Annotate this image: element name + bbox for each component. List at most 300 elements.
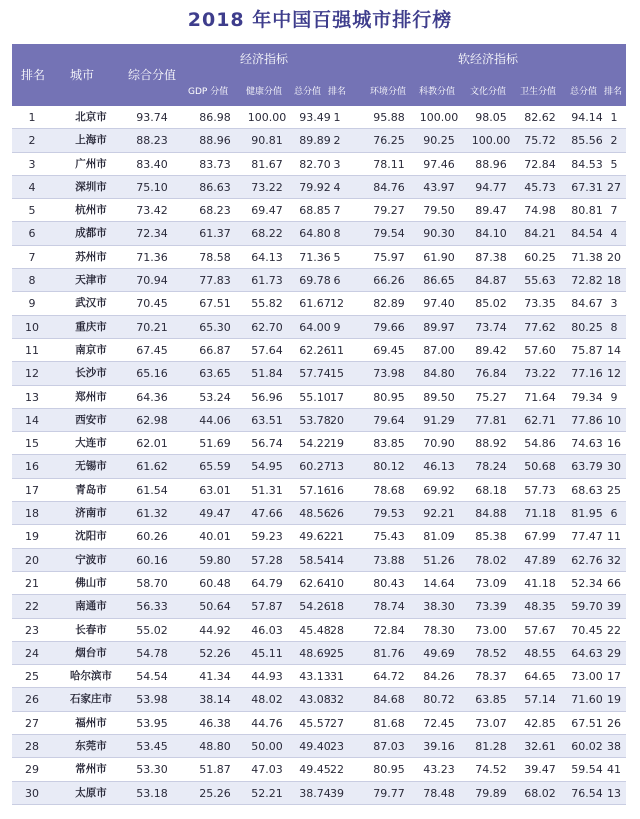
table-row [12, 502, 626, 525]
cell-soft-rank: 29 [607, 646, 621, 660]
cell-rank: 7 [28, 250, 36, 264]
cell-city: 西安市 [75, 413, 107, 426]
cell-soft-rank: 11 [607, 530, 621, 544]
cell-edu: 78.48 [423, 786, 455, 800]
cell-city: 广州市 [75, 157, 107, 170]
cell-soft-rank: 25 [607, 483, 621, 497]
cell-soft-rank: 9 [610, 390, 618, 404]
cell-soft-rank: 26 [607, 716, 621, 730]
cell-env: 95.88 [373, 111, 405, 124]
cell-hygiene: 67.99 [524, 530, 556, 544]
cell-econ-rank: 1 [333, 111, 341, 124]
cell-edu: 87.00 [423, 343, 455, 357]
cell-health: 64.79 [251, 576, 283, 590]
table-row [12, 153, 626, 176]
cell-soft-rank: 1 [610, 111, 618, 124]
cell-total: 60.16 [136, 553, 168, 567]
cell-health: 61.73 [251, 274, 283, 288]
cell-econ-total: 57.16 [299, 483, 331, 497]
cell-culture: 77.81 [475, 413, 507, 427]
cell-total: 55.02 [136, 623, 168, 637]
cell-env: 69.45 [373, 343, 405, 357]
cell-soft-rank: 2 [610, 134, 618, 148]
cell-total: 54.78 [136, 646, 168, 660]
cell-soft-rank: 22 [607, 623, 621, 637]
cell-soft-rank: 20 [607, 250, 621, 264]
cell-soft-total: 70.45 [571, 623, 603, 637]
cell-health: 57.64 [251, 343, 283, 357]
cell-env: 75.43 [373, 530, 405, 544]
cell-env: 73.88 [373, 553, 405, 567]
cell-gdp: 59.80 [199, 553, 231, 567]
cell-hygiene: 75.72 [524, 134, 556, 148]
cell-total: 72.34 [136, 227, 168, 241]
cell-health: 57.87 [251, 600, 283, 614]
cell-env: 78.11 [373, 157, 405, 171]
cell-econ-total: 71.36 [299, 250, 331, 264]
cell-env: 78.68 [373, 483, 405, 497]
cell-total: 75.10 [136, 180, 168, 194]
cell-econ-total: 54.22 [299, 437, 331, 451]
cell-edu: 100.00 [419, 111, 459, 124]
cell-env: 82.89 [373, 297, 405, 311]
cell-soft-total: 84.54 [571, 227, 603, 241]
cell-total: 54.54 [136, 670, 168, 684]
cell-health: 81.67 [251, 157, 283, 171]
cell-env: 66.26 [373, 274, 405, 288]
cell-econ-total: 43.08 [299, 693, 331, 707]
cell-health: 68.22 [251, 227, 283, 241]
cell-edu: 61.90 [423, 250, 455, 264]
cell-health: 46.03 [251, 623, 283, 637]
cell-econ-rank: 39 [330, 786, 344, 800]
cell-city: 哈尔滨市 [70, 670, 112, 683]
cell-gdp: 63.65 [199, 367, 231, 381]
cell-hygiene: 71.18 [524, 507, 556, 521]
cell-gdp: 51.69 [199, 437, 231, 451]
cell-rank: 6 [28, 227, 36, 241]
cell-soft-total: 64.63 [571, 646, 603, 660]
cell-hygiene: 77.62 [524, 320, 556, 334]
cell-hygiene: 48.55 [524, 646, 556, 660]
cell-gdp: 83.73 [199, 157, 231, 171]
table-row [12, 409, 626, 432]
cell-gdp: 65.59 [199, 460, 231, 474]
cell-edu: 84.80 [423, 367, 455, 381]
cell-soft-total: 68.63 [571, 483, 603, 497]
cell-edu: 86.65 [423, 274, 455, 288]
cell-soft-total: 77.86 [571, 413, 603, 427]
cell-total: 61.62 [136, 460, 168, 474]
cell-rank: 23 [25, 623, 39, 637]
cell-econ-total: 49.45 [299, 763, 331, 777]
cell-health: 55.82 [251, 297, 283, 311]
cell-econ-rank: 16 [330, 483, 344, 497]
table-row [12, 292, 626, 315]
cell-edu: 49.69 [423, 646, 455, 660]
cell-culture: 73.39 [475, 600, 507, 614]
cell-health: 64.13 [251, 250, 283, 264]
cell-soft-total: 75.87 [571, 343, 603, 357]
cell-soft-rank: 4 [610, 227, 618, 241]
cell-econ-total: 54.26 [299, 600, 331, 614]
cell-econ-total: 58.54 [299, 553, 331, 567]
cell-rank: 16 [25, 460, 39, 474]
cell-econ-rank: 11 [330, 343, 344, 357]
cell-econ-rank: 21 [330, 530, 344, 544]
cell-econ-total: 93.49 [299, 111, 331, 124]
cell-hygiene: 50.68 [524, 460, 556, 474]
cell-rank: 9 [28, 297, 36, 311]
cell-econ-total: 69.78 [299, 274, 331, 288]
cell-soft-rank: 18 [607, 274, 621, 288]
cell-rank: 28 [25, 740, 39, 754]
cell-soft-rank: 13 [607, 786, 621, 800]
cell-gdp: 60.48 [199, 576, 231, 590]
header-econ-rank: 排名 [328, 87, 347, 97]
cell-soft-total: 73.00 [571, 670, 603, 684]
cell-city: 南京市 [75, 343, 107, 356]
cell-soft-rank: 16 [607, 437, 621, 451]
cell-soft-rank: 3 [610, 297, 618, 311]
table-row [12, 665, 626, 688]
cell-edu: 51.26 [423, 553, 455, 567]
cell-econ-rank: 22 [330, 763, 344, 777]
cell-soft-total: 85.56 [571, 134, 603, 148]
header-soft-group: 软经济指标 [458, 52, 519, 66]
cell-health: 48.02 [251, 693, 283, 707]
cell-city: 长沙市 [75, 367, 107, 380]
cell-soft-rank: 19 [607, 693, 621, 707]
table-row [12, 549, 626, 572]
cell-health: 44.93 [251, 670, 283, 684]
cell-rank: 30 [25, 786, 39, 800]
cell-econ-total: 82.70 [299, 157, 331, 171]
header-soft-total: 总分值 [570, 87, 598, 97]
cell-city: 石家庄市 [70, 693, 112, 706]
cell-rank: 1 [28, 111, 36, 124]
cell-hygiene: 39.47 [524, 763, 556, 777]
cell-gdp: 67.51 [199, 297, 231, 311]
cell-hygiene: 68.02 [524, 786, 556, 800]
cell-hygiene: 55.63 [524, 274, 556, 288]
cell-env: 64.72 [373, 670, 405, 684]
cell-hygiene: 71.64 [524, 390, 556, 404]
cell-hygiene: 60.25 [524, 250, 556, 264]
table-row [12, 386, 626, 409]
cell-gdp: 44.06 [199, 413, 231, 427]
cell-soft-rank: 30 [607, 460, 621, 474]
cell-culture: 63.85 [475, 693, 507, 707]
cell-health: 47.03 [251, 763, 283, 777]
cell-gdp: 49.47 [199, 507, 231, 521]
cell-edu: 92.21 [423, 507, 455, 521]
cell-rank: 2 [28, 134, 36, 148]
cell-health: 51.84 [251, 367, 283, 381]
cell-hygiene: 42.85 [524, 716, 556, 730]
cell-total: 71.36 [136, 250, 168, 264]
cell-econ-total: 62.26 [299, 343, 331, 357]
cell-soft-total: 71.38 [571, 250, 603, 264]
cell-edu: 14.64 [423, 576, 455, 590]
cell-rank: 20 [25, 553, 39, 567]
header-env: 环境分值 [370, 87, 407, 97]
table-row [12, 129, 626, 152]
cell-rank: 19 [25, 530, 39, 544]
cell-total: 64.36 [136, 390, 168, 404]
cell-econ-total: 61.67 [299, 297, 331, 311]
cell-econ-rank: 23 [330, 740, 344, 754]
header-rank: 排名 [21, 68, 46, 82]
cell-rank: 21 [25, 576, 39, 590]
cell-edu: 84.26 [423, 670, 455, 684]
cell-soft-rank: 39 [607, 600, 621, 614]
cell-edu: 90.25 [423, 134, 455, 148]
cell-city: 大连市 [75, 437, 107, 450]
cell-city: 常州市 [75, 763, 107, 776]
table-row [12, 339, 626, 362]
cell-econ-total: 89.89 [299, 134, 331, 148]
cell-rank: 17 [25, 483, 39, 497]
cell-rank: 25 [25, 670, 39, 684]
cell-hygiene: 57.73 [524, 483, 556, 497]
cell-culture: 94.77 [475, 180, 507, 194]
cell-econ-rank: 25 [330, 646, 344, 660]
cell-health: 56.74 [251, 437, 283, 451]
cell-total: 53.18 [136, 786, 168, 800]
header-econ-group: 经济指标 [240, 52, 289, 66]
table-row [12, 106, 626, 129]
cell-env: 80.43 [373, 576, 405, 590]
cell-edu: 81.09 [423, 530, 455, 544]
cell-econ-rank: 17 [330, 390, 344, 404]
cell-rank: 10 [25, 320, 39, 334]
table-row [12, 479, 626, 502]
cell-health: 54.95 [251, 460, 283, 474]
cell-rank: 12 [25, 367, 39, 381]
table-row [12, 758, 626, 781]
cell-econ-total: 53.78 [299, 413, 331, 427]
cell-city: 上海市 [75, 134, 107, 147]
cell-hygiene: 73.35 [524, 297, 556, 311]
cell-soft-total: 60.02 [571, 740, 603, 754]
cell-total: 53.45 [136, 740, 168, 754]
cell-total: 65.16 [136, 367, 168, 381]
cell-soft-rank: 14 [607, 343, 621, 357]
cell-soft-total: 81.95 [571, 507, 603, 521]
cell-total: 61.32 [136, 507, 168, 521]
cell-soft-total: 76.54 [571, 786, 603, 800]
cell-health: 45.11 [251, 646, 283, 660]
cell-econ-total: 57.74 [299, 367, 331, 381]
header-hygiene: 卫生分值 [520, 87, 557, 97]
cell-econ-total: 45.48 [299, 623, 331, 637]
table-row [12, 432, 626, 455]
cell-hygiene: 72.84 [524, 157, 556, 171]
cell-city: 长春市 [75, 623, 107, 636]
cell-city: 重庆市 [75, 320, 107, 333]
cell-gdp: 88.96 [199, 134, 231, 148]
cell-total: 73.42 [136, 204, 168, 218]
cell-rank: 26 [25, 693, 39, 707]
cell-health: 57.28 [251, 553, 283, 567]
cell-culture: 78.52 [475, 646, 507, 660]
cell-econ-total: 79.92 [299, 180, 331, 194]
cell-rank: 27 [25, 716, 39, 730]
cell-econ-rank: 2 [333, 134, 341, 148]
cell-hygiene: 73.22 [524, 367, 556, 381]
cell-soft-total: 59.54 [571, 763, 603, 777]
cell-culture: 73.09 [475, 576, 507, 590]
cell-health: 62.70 [251, 320, 283, 334]
cell-soft-total: 79.34 [571, 390, 603, 404]
cell-econ-total: 38.74 [299, 786, 331, 800]
cell-env: 78.74 [373, 600, 405, 614]
cell-edu: 69.92 [423, 483, 455, 497]
cell-city: 青岛市 [75, 483, 107, 496]
cell-soft-total: 67.51 [571, 716, 603, 730]
cell-econ-total: 45.57 [299, 716, 331, 730]
cell-health: 90.81 [251, 134, 283, 148]
header-culture: 文化分值 [470, 87, 507, 97]
cell-culture: 89.47 [475, 204, 507, 218]
cell-total: 53.95 [136, 716, 168, 730]
cell-gdp: 77.83 [199, 274, 231, 288]
cell-city: 深圳市 [75, 180, 107, 193]
cell-econ-rank: 19 [330, 437, 344, 451]
table-row [12, 712, 626, 735]
cell-total: 70.21 [136, 320, 168, 334]
cell-gdp: 41.34 [199, 670, 231, 684]
header-edu: 科教分值 [419, 87, 456, 97]
cell-gdp: 65.30 [199, 320, 231, 334]
cell-econ-total: 62.64 [299, 576, 331, 590]
cell-soft-total: 74.63 [571, 437, 603, 451]
cell-edu: 46.13 [423, 460, 455, 474]
cell-city: 东莞市 [75, 740, 107, 753]
table-row [12, 525, 626, 548]
cell-hygiene: 57.67 [524, 623, 556, 637]
cell-edu: 80.72 [423, 693, 455, 707]
cell-econ-rank: 26 [330, 507, 344, 521]
cell-soft-rank: 66 [607, 576, 621, 590]
cell-env: 79.54 [373, 227, 405, 241]
cell-econ-rank: 8 [333, 227, 341, 241]
cell-city: 济南市 [75, 507, 107, 520]
cell-econ-total: 48.56 [299, 507, 331, 521]
cell-culture: 84.87 [475, 274, 507, 288]
cell-gdp: 48.80 [199, 740, 231, 754]
cell-soft-total: 67.31 [571, 180, 603, 194]
cell-gdp: 46.38 [199, 716, 231, 730]
cell-hygiene: 48.35 [524, 600, 556, 614]
cell-env: 79.53 [373, 507, 405, 521]
cell-edu: 89.50 [423, 390, 455, 404]
cell-econ-total: 43.13 [299, 670, 331, 684]
cell-env: 72.84 [373, 623, 405, 637]
cell-soft-rank: 12 [607, 367, 621, 381]
cell-econ-rank: 7 [333, 204, 341, 218]
cell-total: 58.70 [136, 576, 168, 590]
cell-econ-rank: 3 [333, 157, 341, 171]
cell-soft-total: 80.81 [571, 204, 603, 218]
table-row [12, 362, 626, 385]
table-row [12, 176, 626, 199]
table-header [12, 44, 626, 106]
cell-gdp: 86.63 [199, 180, 231, 194]
cell-city: 北京市 [75, 111, 107, 123]
cell-hygiene: 74.98 [524, 204, 556, 218]
cell-health: 63.51 [251, 413, 283, 427]
cell-soft-total: 80.25 [571, 320, 603, 334]
cell-city: 成都市 [75, 227, 107, 240]
cell-env: 79.27 [373, 204, 405, 218]
cell-soft-rank: 27 [607, 180, 621, 194]
table-row [12, 619, 626, 642]
cell-culture: 79.89 [475, 786, 507, 800]
header-total: 综合分值 [128, 68, 177, 82]
cell-edu: 97.46 [423, 157, 455, 171]
cell-total: 60.26 [136, 530, 168, 544]
table-row [12, 222, 626, 245]
cell-rank: 3 [28, 157, 36, 171]
cell-culture: 85.02 [475, 297, 507, 311]
cell-env: 87.03 [373, 740, 405, 754]
cell-soft-total: 59.70 [571, 600, 603, 614]
cell-health: 52.21 [251, 786, 283, 800]
cell-econ-rank: 4 [333, 180, 341, 194]
cell-edu: 43.97 [423, 180, 455, 194]
cell-culture: 68.18 [475, 483, 507, 497]
cell-gdp: 40.01 [199, 530, 231, 544]
cell-city: 烟台市 [75, 646, 107, 659]
cell-total: 70.94 [136, 274, 168, 288]
cell-econ-total: 55.10 [299, 390, 331, 404]
cell-city: 无锡市 [75, 460, 107, 473]
table-row [12, 642, 626, 665]
cell-edu: 38.30 [423, 600, 455, 614]
cell-culture: 88.92 [475, 437, 507, 451]
cell-econ-total: 49.62 [299, 530, 331, 544]
cell-culture: 78.24 [475, 460, 507, 474]
cell-hygiene: 84.21 [524, 227, 556, 241]
cell-city: 佛山市 [75, 576, 107, 589]
cell-econ-rank: 9 [333, 320, 341, 334]
ranking-table [12, 44, 626, 805]
cell-econ-rank: 32 [330, 693, 344, 707]
cell-city: 天津市 [75, 274, 107, 287]
header-econ-total: 总分值 [294, 87, 322, 97]
cell-econ-total: 48.69 [299, 646, 331, 660]
cell-health: 44.76 [251, 716, 283, 730]
cell-soft-total: 52.34 [571, 576, 603, 590]
cell-econ-rank: 6 [333, 274, 341, 288]
cell-health: 47.66 [251, 507, 283, 521]
cell-culture: 85.38 [475, 530, 507, 544]
cell-econ-rank: 13 [330, 460, 344, 474]
cell-soft-rank: 7 [610, 204, 618, 218]
cell-env: 84.68 [373, 693, 405, 707]
cell-econ-rank: 20 [330, 413, 344, 427]
cell-culture: 76.84 [475, 367, 507, 381]
cell-hygiene: 64.65 [524, 670, 556, 684]
cell-gdp: 78.58 [199, 250, 231, 264]
cell-gdp: 86.98 [199, 111, 231, 124]
cell-env: 81.68 [373, 716, 405, 730]
cell-edu: 91.29 [423, 413, 455, 427]
cell-culture: 88.96 [475, 157, 507, 171]
header-soft-rank: 排名 [604, 87, 623, 97]
